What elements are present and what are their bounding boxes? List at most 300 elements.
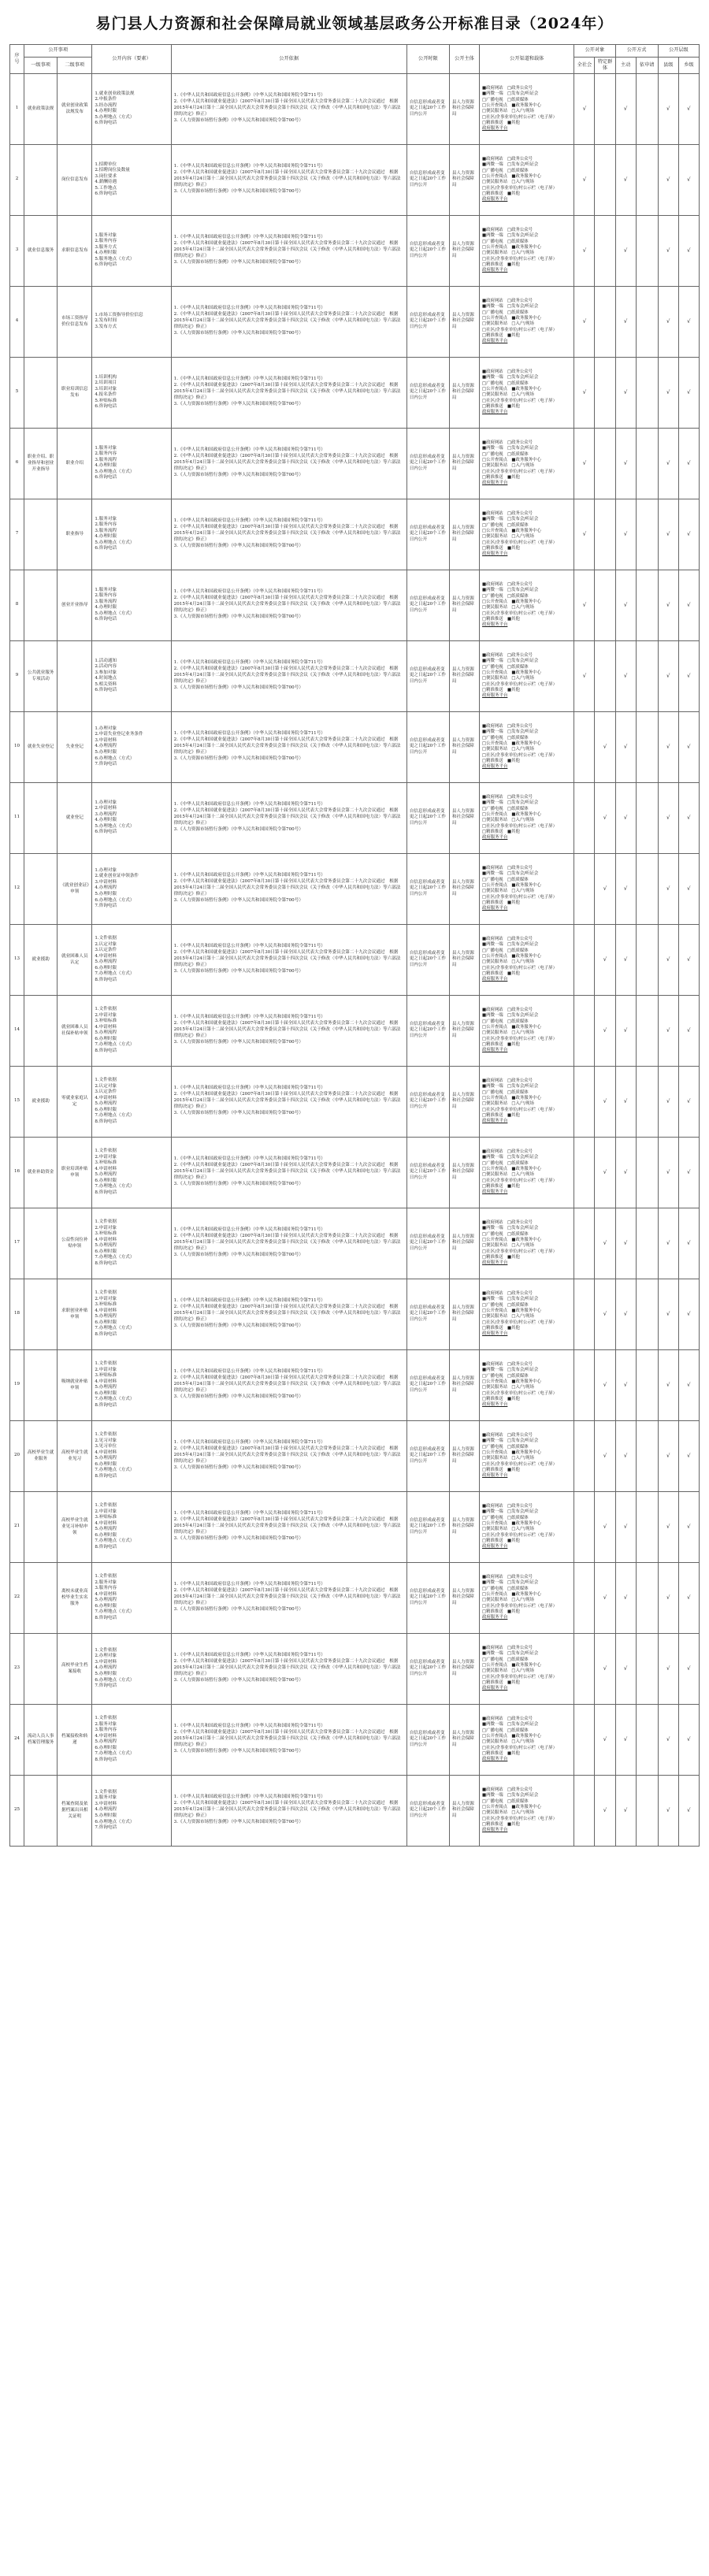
channel-line: □精准推送 ■其他 xyxy=(481,1041,520,1047)
row-level2: 零就业家庭认定 xyxy=(58,1066,92,1137)
row-channel xyxy=(479,73,574,144)
content-line: 5.办理时限 xyxy=(95,892,117,897)
content-line: 6.咨询电话 xyxy=(95,688,117,693)
channel-line: □广播电视 □纸质媒体 xyxy=(481,877,529,882)
content-line: 5.办理流程 xyxy=(95,1598,117,1603)
content-line: 4.申请材料 xyxy=(95,1095,117,1101)
header-level-group: 公开层级 xyxy=(658,44,699,57)
row-mode-active: √ xyxy=(615,1137,636,1208)
basis-line: 2.《中华人民共和国就业促进法》（2007年8月30日第十届全国人民代表大会常务委员会第二十九次会议通过 根据2015年4月24日第十二届全国人民代表大会常务委员会第十四次会议《关于修改〈中华人民共和国电力法〉等六部法律的决定》修正） xyxy=(173,241,401,258)
row-level2: 离校未就业高校毕业生实名服务 xyxy=(58,1562,92,1633)
channel-line: □广播电视 □纸质媒体 xyxy=(481,310,529,315)
row-level1: 高校毕业生就业服务 xyxy=(24,1420,58,1491)
channel-line: ■政府网站 □政务公众号 xyxy=(481,1575,533,1580)
row-basis xyxy=(171,428,406,499)
content-line: 8.咨询电话 xyxy=(95,977,117,982)
channel-line: ■政府网站 □政务公众号 xyxy=(481,1149,533,1155)
table-row xyxy=(10,357,700,428)
content-line: 4.办理流程 xyxy=(95,1665,117,1671)
row-basis xyxy=(171,1420,406,1491)
channel-line: □便民服务站 □入户/现场 xyxy=(481,1668,534,1674)
row-level-town: √ xyxy=(678,782,699,853)
row-level1 xyxy=(24,1633,58,1704)
row-level-county: √ xyxy=(658,640,678,711)
channel-line: 政府服务平台 xyxy=(481,410,508,415)
content-line: 4.申请材料 xyxy=(95,1308,117,1313)
row-mode-request xyxy=(636,1420,658,1491)
table-row xyxy=(10,215,700,286)
basis-line: 1.《中华人民共和国政府信息公开条例》（中华人民共和国国务院令第711号） xyxy=(173,872,325,878)
basis-line: 3.《人力资源市场暂行条例》（中华人民共和国国务院令第700号） xyxy=(173,685,303,691)
content-line: 3.发布方式 xyxy=(95,325,117,330)
page-title: 易门县人力资源和社会保障局就业领域基层政务公开标准目录（2024年） xyxy=(95,15,614,32)
row-level-county: √ xyxy=(658,144,678,215)
row-seq: 14 xyxy=(10,995,24,1066)
content-line: 3.补贴标准 xyxy=(95,1302,117,1308)
row-obj-specific: √ xyxy=(595,1137,615,1208)
channel-line: □精准推送 ■其他 xyxy=(481,191,520,196)
row-channel xyxy=(479,1208,574,1279)
row-seq: 4 xyxy=(10,286,24,357)
channel-line: □公开查阅点 ■政务服务中心 xyxy=(481,315,541,321)
row-level-town: √ xyxy=(678,995,699,1066)
row-subject: 县人力资源和社会保障局 xyxy=(449,995,479,1066)
channel-line: □精准推送 ■其他 xyxy=(481,616,520,622)
row-mode-active: √ xyxy=(615,1420,636,1491)
channel-line: □广播电视 □纸质媒体 xyxy=(481,380,529,386)
channel-line: ■两微一端 □发布会/听证会 xyxy=(481,1013,539,1019)
row-basis xyxy=(171,286,406,357)
content-line: 8.咨询电话 xyxy=(95,1119,117,1124)
channel-line: □便民服务站 □入户/现场 xyxy=(481,1810,534,1816)
row-mode-request xyxy=(636,73,658,144)
row-content xyxy=(92,357,171,428)
row-seq: 23 xyxy=(10,1633,24,1704)
channel-line: □公开查阅点 ■政务服务中心 xyxy=(481,244,541,250)
row-subject: 县人力资源和社会保障局 xyxy=(449,1775,479,1846)
row-time: 自信息形成或者变更之日起20个工作日内公开 xyxy=(406,286,449,357)
content-line: 1.文件依据 xyxy=(95,1647,117,1653)
row-channel xyxy=(479,286,574,357)
basis-line: 2.《中华人民共和国就业促进法》（2007年8月30日第十届全国人民代表大会常务委员会第二十九次会议通过 根据2015年4月24日第十二届全国人民代表大会常务委员会第十四次会议《关于修改〈中华人民共和国电力法〉等六部法律的决定》修正） xyxy=(173,596,401,613)
row-basis xyxy=(171,640,406,711)
row-channel xyxy=(479,640,574,711)
row-mode-request xyxy=(636,711,658,782)
content-line: 5.办理时限 xyxy=(95,1672,117,1677)
basis-line: 3.《人力资源市场暂行条例》（中华人民共和国国务院令第700号） xyxy=(173,1323,303,1329)
row-level2: 职业培训补贴申领 xyxy=(58,1137,92,1208)
content-line: 4.办理流程 xyxy=(95,1807,117,1813)
content-line: 5.办理流程 xyxy=(95,1739,117,1745)
channel-line: □公开查阅点 ■政务服务中心 xyxy=(481,882,541,888)
row-obj-all xyxy=(574,1562,595,1633)
content-line: 7.办理地点（方式） xyxy=(95,1326,135,1331)
channel-line: □精准推送 ■其他 xyxy=(481,1538,520,1543)
row-level2: 《就业创业证》申领 xyxy=(58,853,92,924)
channel-line: □便民服务站 □入户/现场 xyxy=(481,251,534,256)
basis-line: 3.《人力资源市场暂行条例》（中华人民共和国国务院令第700号） xyxy=(173,473,303,478)
content-line: 5.办理流程 xyxy=(95,1101,117,1107)
content-line: 6.办理地点（方式） xyxy=(95,1677,135,1683)
row-time: 自信息形成或者变更之日起20个工作日内公开 xyxy=(406,924,449,995)
content-line: 4.申请材料 xyxy=(95,1166,117,1171)
basis-line: 2.《中华人民共和国就业促进法》（2007年8月30日第十届全国人民代表大会常务委员会第二十九次会议通过 根据2015年4月24日第十二届全国人民代表大会常务委员会第十四次会议《关于修改〈中华人民共和国电力法〉等六部法律的决定》修正） xyxy=(173,1730,401,1747)
row-time: 自信息形成或者变更之日起20个工作日内公开 xyxy=(406,499,449,570)
channel-line: ■两微一端 □发布会/听证会 xyxy=(481,659,539,664)
channel-line: ■两微一端 □发布会/听证会 xyxy=(481,1580,539,1586)
row-subject: 县人力资源和社会保障局 xyxy=(449,1704,479,1775)
content-line: 7.办理地点（方式） xyxy=(95,1255,135,1260)
row-subject: 县人力资源和社会保障局 xyxy=(449,357,479,428)
row-mode-active: √ xyxy=(615,1208,636,1279)
channel-line: □公开查阅点 ■政务服务中心 xyxy=(481,670,541,675)
row-level-town: √ xyxy=(678,1491,699,1562)
content-line: 3.申请材料 xyxy=(95,737,117,743)
row-obj-all: √ xyxy=(574,640,595,711)
row-level2: 职业指导 xyxy=(58,499,92,570)
basis-line: 2.《中华人民共和国就业促进法》（2007年8月30日第十届全国人民代表大会常务委员会第二十九次会议通过 根据2015年4月24日第十二届全国人民代表大会常务委员会第十四次会议《关于修改〈中华人民共和国电力法〉等六部法律的决定》修正） xyxy=(173,1517,401,1535)
channel-line: 政府服务平台 xyxy=(481,481,508,486)
basis-line: 2.《中华人民共和国就业促进法》（2007年8月30日第十届全国人民代表大会常务委员会第二十九次会议通过 根据2015年4月24日第十二届全国人民代表大会常务委员会第十四次会议《关于修改〈中华人民共和国电力法〉等六部法律的决定》修正） xyxy=(173,1446,401,1464)
channel-line: □社区/企事业单位/村公示栏（电子屏） xyxy=(481,1532,557,1538)
row-level-county: √ xyxy=(658,1349,678,1420)
channel-line: 政府服务平台 xyxy=(481,906,508,911)
row-level-town: √ xyxy=(678,711,699,782)
channel-line: □公开查阅点 ■政务服务中心 xyxy=(481,741,541,746)
row-level-county: √ xyxy=(658,1633,678,1704)
content-line: 3.服务内容 xyxy=(95,1728,117,1733)
row-level2: 求职创业补贴申领 xyxy=(58,1279,92,1349)
row-content xyxy=(92,1349,171,1420)
channel-line: □精准推送 ■其他 xyxy=(481,403,520,409)
content-line: 4.申请材料 xyxy=(95,1024,117,1030)
channel-line: □公开查阅点 ■政务服务中心 xyxy=(481,953,541,959)
content-line: 6.咨询电话 xyxy=(95,121,117,126)
channel-line: ■两微一端 □发布会/听证会 xyxy=(481,1509,539,1515)
row-level2: 档案查阅及依据档案出具相关证明 xyxy=(58,1775,92,1846)
content-line: 6.咨询电话 xyxy=(95,830,117,835)
row-seq: 10 xyxy=(10,711,24,782)
content-line: 5.办理流程 xyxy=(95,1243,117,1249)
row-basis xyxy=(171,995,406,1066)
content-line: 2.见习对象 xyxy=(95,1438,117,1443)
content-line: 2.服务对象 xyxy=(95,1795,117,1801)
content-line: 4.申请材料 xyxy=(95,1379,117,1384)
row-time: 自信息形成或者变更之日起20个工作日内公开 xyxy=(406,711,449,782)
row-basis xyxy=(171,1633,406,1704)
row-basis xyxy=(171,924,406,995)
content-line: 2.招聘岗位及数量 xyxy=(95,168,130,173)
content-line: 3.见习单位 xyxy=(95,1444,117,1449)
row-time: 自信息形成或者变更之日起20个工作日内公开 xyxy=(406,1066,449,1137)
basis-line: 3.《人力资源市场暂行条例》（中华人民共和国国务院令第700号） xyxy=(173,544,303,549)
header-channel: 公开渠道和载体 xyxy=(479,44,574,73)
row-mode-request xyxy=(636,1562,658,1633)
channel-line: □便民服务站 □入户/现场 xyxy=(481,109,534,114)
channel-line: 政府服务平台 xyxy=(481,1260,508,1266)
content-line: 1.文件依据 xyxy=(95,1290,117,1296)
row-level1 xyxy=(24,1562,58,1633)
content-line: 3.申请材料 xyxy=(95,1659,117,1665)
row-level1: 就业信息服务 xyxy=(24,215,58,286)
row-obj-all xyxy=(574,782,595,853)
channel-line: □公开查阅点 ■政务服务中心 xyxy=(481,599,541,604)
row-time: 自信息形成或者变更之日起20个工作日内公开 xyxy=(406,1491,449,1562)
content-line: 2.申请对象 xyxy=(95,1367,117,1372)
channel-line: ■政府网站 □政务公众号 xyxy=(481,1504,533,1509)
row-mode-request xyxy=(636,1775,658,1846)
channel-line: 政府服务平台 xyxy=(481,197,508,202)
basis-line: 2.《中华人民共和国就业促进法》（2007年8月30日第十届全国人民代表大会常务委员会第二十九次会议通过 根据2015年4月24日第十二届全国人民代表大会常务委员会第十四次会议《关于修改〈中华人民共和国电力法〉等六部法律的决定》修正） xyxy=(173,808,401,826)
channel-line: □公开查阅点 ■政务服务中心 xyxy=(481,811,541,817)
channel-line: ■政府网站 □政务公众号 xyxy=(481,1717,533,1722)
basis-line: 1.《中华人民共和国政府信息公开条例》（中华人民共和国国务院令第711号） xyxy=(173,1227,325,1232)
content-line: 4.办理流程 xyxy=(95,885,117,891)
content-line: 1.培训机构 xyxy=(95,374,117,380)
row-subject: 县人力资源和社会保障局 xyxy=(449,640,479,711)
basis-line: 1.《中华人民共和国政府信息公开条例》（中华人民共和国国务院令第711号） xyxy=(173,1652,325,1657)
header-matter-group: 公开事项 xyxy=(24,44,92,57)
channel-line: □广播电视 □纸质媒体 xyxy=(481,948,529,953)
content-line: 3.服务流程 xyxy=(95,457,117,462)
content-line: 2.申报条件 xyxy=(95,97,117,102)
basis-line: 1.《中华人民共和国政府信息公开条例》（中华人民共和国国务院令第711号） xyxy=(173,305,325,310)
row-obj-specific: √ xyxy=(595,1704,615,1775)
header-object-group: 公开对象 xyxy=(574,44,615,57)
channel-line: 政府服务平台 xyxy=(481,1119,508,1124)
table-body xyxy=(10,73,700,1846)
table-row xyxy=(10,1208,700,1279)
header-level2: 二级事项 xyxy=(58,57,92,73)
content-line: 1.文件依据 xyxy=(95,1716,117,1721)
table-row xyxy=(10,1562,700,1633)
row-mode-request xyxy=(636,215,658,286)
channel-line: □便民服务站 □入户/现场 xyxy=(481,1172,534,1178)
row-channel xyxy=(479,995,574,1066)
row-obj-specific xyxy=(595,570,615,640)
channel-line: □公开查阅点 ■政务服务中心 xyxy=(481,1449,541,1455)
channel-line: ■两微一端 □发布会/听证会 xyxy=(481,162,539,168)
channel-line: 政府服务平台 xyxy=(481,268,508,273)
content-line: 1.服务对象 xyxy=(95,587,117,592)
row-basis xyxy=(171,1491,406,1562)
channel-line: 政府服务平台 xyxy=(481,622,508,628)
content-line: 4.申请材料 xyxy=(95,953,117,959)
table-row xyxy=(10,570,700,640)
row-obj-all xyxy=(574,1279,595,1349)
channel-line: □社区/企事业单位/村公示栏（电子屏） xyxy=(481,1816,557,1821)
channel-line: □便民服务站 □入户/现场 xyxy=(481,1030,534,1036)
content-line: 3.补贴标准 xyxy=(95,1019,117,1024)
content-line: 6.办理地点（方式） xyxy=(95,897,135,903)
content-line: 1.就业创业政策法规 xyxy=(95,91,135,96)
row-subject: 县人力资源和社会保障局 xyxy=(449,1420,479,1491)
channel-line: ■两微一端 □发布会/听证会 xyxy=(481,233,539,239)
row-level2: 就业困难人员认定 xyxy=(58,924,92,995)
channel-line: ■两微一端 □发布会/听证会 xyxy=(481,1226,539,1231)
content-line: 4.薪酬待遇 xyxy=(95,180,117,185)
table-row xyxy=(10,73,700,144)
row-subject: 县人力资源和社会保障局 xyxy=(449,1349,479,1420)
row-mode-active: √ xyxy=(615,1349,636,1420)
basis-line: 3.《人力资源市场暂行条例》（中华人民共和国国务院令第700号） xyxy=(173,898,303,904)
channel-line: □便民服务站 □入户/现场 xyxy=(481,1456,534,1461)
content-line: 1.文件依据 xyxy=(95,1149,117,1154)
channel-line: □精准推送 ■其他 xyxy=(481,900,520,905)
row-seq: 6 xyxy=(10,428,24,499)
row-mode-active: √ xyxy=(615,1704,636,1775)
row-obj-all: √ xyxy=(574,215,595,286)
row-mode-active: √ xyxy=(615,73,636,144)
content-line: 4.报名条件 xyxy=(95,392,117,398)
header-basis: 公开依据 xyxy=(171,44,406,73)
content-line: 2.申请对象 xyxy=(95,1012,117,1018)
row-level-town: √ xyxy=(678,286,699,357)
channel-line: □精准推送 ■其他 xyxy=(481,1112,520,1118)
content-line: 2.认定对象 xyxy=(95,941,117,947)
row-level2: 职业培训信息发布 xyxy=(58,357,92,428)
channel-line: □社区/企事业单位/村公示栏（电子屏） xyxy=(481,681,557,687)
row-level2: 创业开业指导 xyxy=(58,570,92,640)
row-mode-request xyxy=(636,1137,658,1208)
basis-line: 1.《中华人民共和国政府信息公开条例》（中华人民共和国国务院令第711号） xyxy=(173,376,325,381)
content-line: 4.申请材料 xyxy=(95,1237,117,1242)
row-content xyxy=(92,570,171,640)
row-level-county: √ xyxy=(658,215,678,286)
channel-line: ■两微一端 □发布会/听证会 xyxy=(481,1438,539,1444)
row-content xyxy=(92,1775,171,1846)
channel-line: □便民服务站 □入户/现场 xyxy=(481,960,534,965)
content-line: 5.服务地点（方式） xyxy=(95,256,135,262)
row-level-county: √ xyxy=(658,1562,678,1633)
content-line: 8.咨询电话 xyxy=(95,1473,117,1479)
row-seq: 3 xyxy=(10,215,24,286)
row-obj-all xyxy=(574,1137,595,1208)
row-obj-specific xyxy=(595,499,615,570)
basis-line: 3.《人力资源市场暂行条例》（中华人民共和国国务院令第700号） xyxy=(173,1040,303,1045)
content-line: 1.文件依据 xyxy=(95,1503,117,1509)
row-obj-specific: √ xyxy=(595,853,615,924)
content-line: 3.补贴标准 xyxy=(95,1160,117,1166)
row-obj-specific xyxy=(595,73,615,144)
content-line: 5.办理流程 xyxy=(95,1385,117,1390)
content-line: 1.文件依据 xyxy=(95,1007,117,1012)
row-channel xyxy=(479,1704,574,1775)
table-row xyxy=(10,782,700,853)
row-level-county: √ xyxy=(658,924,678,995)
row-level1 xyxy=(24,499,58,570)
row-mode-active: √ xyxy=(615,782,636,853)
content-line: 6.办理时限 xyxy=(95,1390,117,1396)
content-line: 6.办理时限 xyxy=(95,1107,117,1112)
row-basis xyxy=(171,1704,406,1775)
row-subject: 县人力资源和社会保障局 xyxy=(449,924,479,995)
channel-line: ■政府网站 □政务公众号 xyxy=(481,86,533,91)
row-content xyxy=(92,1491,171,1562)
channel-line: □公开查阅点 ■政务服务中心 xyxy=(481,102,541,108)
channel-line: 政府服务平台 xyxy=(481,1615,508,1620)
channel-line: □社区/企事业单位/村公示栏（电子屏） xyxy=(481,752,557,758)
channel-line: □便民服务站 □入户/现场 xyxy=(481,676,534,681)
channel-line: ■政府网站 □政务公众号 xyxy=(481,1008,533,1013)
content-line: 4.申请材料 xyxy=(95,1520,117,1526)
row-content xyxy=(92,995,171,1066)
channel-line: ■政府网站 □政务公众号 xyxy=(481,1787,533,1793)
row-seq: 7 xyxy=(10,499,24,570)
content-line: 8.咨询电话 xyxy=(95,1190,117,1195)
channel-line: □社区/企事业单位/村公示栏（电子屏） xyxy=(481,114,557,120)
table-row xyxy=(10,428,700,499)
content-line: 2.申请失业登记业务条件 xyxy=(95,732,143,737)
row-mode-active: √ xyxy=(615,640,636,711)
channel-line: □社区/企事业单位/村公示栏（电子屏） xyxy=(481,1674,557,1680)
content-line: 1.文件依据 xyxy=(95,936,117,941)
row-level-town: √ xyxy=(678,640,699,711)
channel-line: □广播电视 □纸质媒体 xyxy=(481,451,529,457)
row-obj-all: √ xyxy=(574,357,595,428)
row-mode-active: √ xyxy=(615,215,636,286)
row-content xyxy=(92,499,171,570)
content-line: 6.办理时限 xyxy=(95,965,117,971)
row-level-town: √ xyxy=(678,357,699,428)
channel-line: □广播电视 □纸质媒体 xyxy=(481,664,529,670)
content-line: 5.相关资料 xyxy=(95,681,117,687)
row-obj-all xyxy=(574,1633,595,1704)
basis-line: 2.《中华人民共和国就业促进法》（2007年8月30日第十届全国人民代表大会常务委员会第二十九次会议通过 根据2015年4月24日第十二届全国人民代表大会常务委员会第十四次会议《关于修改〈中华人民共和国电力法〉等六部法律的决定》修正） xyxy=(173,525,401,542)
basis-line: 1.《中华人民共和国政府信息公开条例》（中华人民共和国国务院令第711号） xyxy=(173,1014,325,1019)
channel-line: ■政府网站 □政务公众号 xyxy=(481,1291,533,1297)
content-line: 5.办理流程 xyxy=(95,1172,117,1178)
row-level-county: √ xyxy=(658,995,678,1066)
row-mode-request xyxy=(636,1349,658,1420)
row-level2: 失业登记 xyxy=(58,711,92,782)
row-obj-all xyxy=(574,924,595,995)
content-line: 3.培训对象 xyxy=(95,386,117,392)
channel-line: □公开查阅点 ■政务服务中心 xyxy=(481,1024,541,1030)
channel-line: □社区/企事业单位/村公示栏（电子屏） xyxy=(481,327,557,332)
channel-line: □社区/企事业单位/村公示栏（电子屏） xyxy=(481,1603,557,1609)
content-line: 3.申请材料 xyxy=(95,879,117,885)
channel-line: □社区/企事业单位/村公示栏（电子屏） xyxy=(481,185,557,191)
channel-line: ■政府网站 □政务公众号 xyxy=(481,157,533,162)
row-level-town: √ xyxy=(678,924,699,995)
channel-line: 政府服务平台 xyxy=(481,764,508,770)
row-content xyxy=(92,1420,171,1491)
row-obj-specific: √ xyxy=(595,1279,615,1349)
row-time: 自信息形成或者变更之日起20个工作日内公开 xyxy=(406,640,449,711)
row-level2: 高校毕业生档案接收 xyxy=(58,1633,92,1704)
row-basis xyxy=(171,853,406,924)
basis-line: 3.《人力资源市场暂行条例》（中华人民共和国国务院令第700号） xyxy=(173,1182,303,1187)
row-mode-active: √ xyxy=(615,995,636,1066)
row-level2: 就业困难人员社保补贴申领 xyxy=(58,995,92,1066)
row-obj-all xyxy=(574,1491,595,1562)
channel-line: □广播电视 □纸质媒体 xyxy=(481,1798,529,1804)
content-line: 2.申请对象 xyxy=(95,1509,117,1514)
channel-line: ■两微一端 □发布会/听证会 xyxy=(481,91,539,97)
channel-line: □公开查阅点 ■政务服务中心 xyxy=(481,528,541,533)
content-line: 5.办理时限 xyxy=(95,750,117,755)
row-subject: 县人力资源和社会保障局 xyxy=(449,1137,479,1208)
channel-line: ■两微一端 □发布会/听证会 xyxy=(481,729,539,735)
basis-line: 1.《中华人民共和国政府信息公开条例》（中华人民共和国国务院令第711号） xyxy=(173,92,325,98)
row-seq: 1 xyxy=(10,73,24,144)
row-subject: 县人力资源和社会保障局 xyxy=(449,144,479,215)
row-basis xyxy=(171,1137,406,1208)
row-obj-specific xyxy=(595,215,615,286)
content-line: 4.办理时限 xyxy=(95,605,117,611)
channel-line: □广播电视 □纸质媒体 xyxy=(481,806,529,811)
